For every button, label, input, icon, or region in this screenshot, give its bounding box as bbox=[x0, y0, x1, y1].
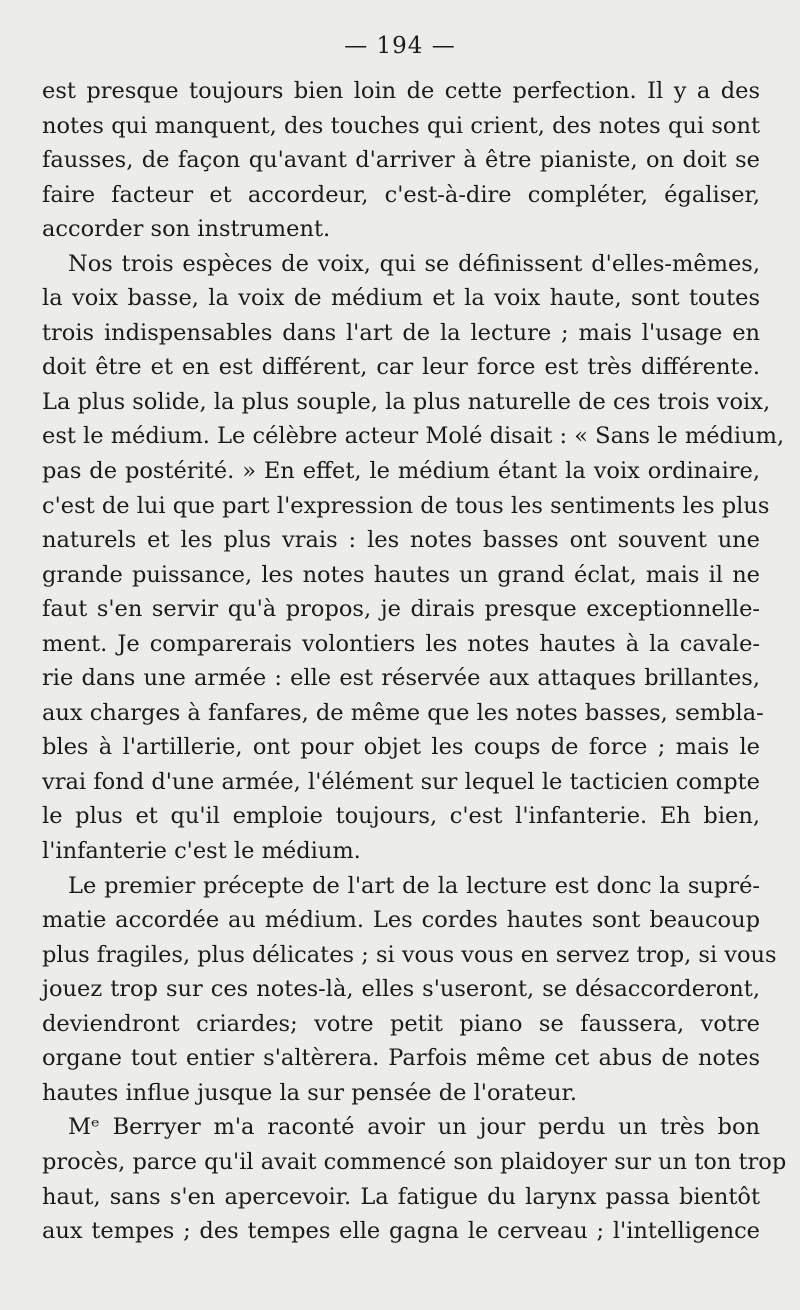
text-line: matie accordée au médium. Les cordes hautes sont beaucoup bbox=[42, 907, 760, 934]
text-line: accorder son instrument. bbox=[42, 216, 331, 243]
text-line: ment. Je comparerais volontiers les notes hautes à la cavale- bbox=[42, 630, 760, 657]
text-line: plus fragiles, plus délicates ; si vous vous en servez trop, si vous bbox=[42, 941, 777, 968]
text-line: est presque toujours bien loin de cette perfection. Il y a des bbox=[42, 78, 760, 104]
text-line: naturels et les plus vrais : les notes basses ont souvent une bbox=[42, 527, 760, 554]
text-line: faut s'en servir qu'à propos, je dirais presque exceptionnelle- bbox=[42, 596, 760, 623]
text-line: organe tout entier s'altèrera. Parfois même cet abus de notes bbox=[42, 1045, 760, 1072]
text-line: pas de postérité. » En effet, le médium étant la voix ordinaire, bbox=[42, 458, 760, 485]
text-line: procès, parce qu'il avait commencé son plaidoyer sur un ton trop bbox=[42, 1148, 787, 1175]
text-line: deviendront criardes; votre petit piano se faussera, votre bbox=[42, 1010, 760, 1037]
page-number: — 194 — bbox=[344, 33, 456, 59]
text-line: Nos trois espèces de voix, qui se définissent d'elles-mêmes, bbox=[68, 250, 760, 277]
text-line: doit être et en est différent, car leur force est très différente. bbox=[42, 354, 760, 381]
text-line: la voix basse, la voix de médium et la voix haute, sont toutes bbox=[42, 285, 760, 312]
text-line: le plus et qu'il emploie toujours, c'est l'infanterie. Eh bien, bbox=[42, 803, 760, 830]
text-line: trois indispensables dans l'art de la lecture ; mais l'usage en bbox=[42, 319, 760, 346]
paragraph bbox=[42, 247, 785, 869]
text-line: l'infanterie c'est le médium. bbox=[42, 838, 361, 865]
text-line: rie dans une armée : elle est réservée aux attaques brillantes, bbox=[42, 665, 760, 692]
text-line: hautes influe jusque la sur pensée de l'orateur. bbox=[42, 1079, 577, 1106]
text-line: Mᵉ Berryer m'a raconté avoir un jour perdu un très bon bbox=[68, 1114, 760, 1141]
text-line: bles à l'artillerie, ont pour objet les coups de force ; mais le bbox=[42, 734, 760, 761]
text-line: Le premier précepte de l'art de la lecture est donc la supré- bbox=[68, 872, 760, 899]
text-line: aux charges à fanfares, de même que les notes basses, sembla- bbox=[42, 699, 764, 726]
text-line: fausses, de façon qu'avant d'arriver à être pianiste, on doit se bbox=[42, 147, 760, 174]
text-line: c'est de lui que part l'expression de tous les sentiments les plus bbox=[42, 492, 770, 519]
text-line: notes qui manquent, des touches qui crient, des notes qui sont bbox=[42, 112, 760, 139]
text-line: aux tempes ; des tempes elle gagna le cerveau ; l'intelligence bbox=[42, 1218, 760, 1245]
text-line: grande puissance, les notes hautes un grand éclat, mais il ne bbox=[42, 561, 760, 588]
body-text bbox=[42, 74, 787, 1249]
text-line: jouez trop sur ces notes-là, elles s'useront, se désaccorderont, bbox=[42, 976, 760, 1003]
text-line: est le médium. Le célèbre acteur Molé disait : « Sans le médium, bbox=[42, 423, 785, 450]
text-line: La plus solide, la plus souple, la plus naturelle de ces trois voix, bbox=[42, 388, 771, 415]
paragraph bbox=[42, 869, 777, 1111]
paragraph bbox=[42, 1110, 787, 1248]
text-line: vrai fond d'une armée, l'élément sur lequel le tacticien compte bbox=[42, 768, 760, 795]
text-line: haut, sans s'en apercevoir. La fatigue du larynx passa bientôt bbox=[42, 1183, 760, 1210]
paragraph bbox=[42, 74, 760, 247]
text-line: faire facteur et accordeur, c'est-à-dire compléter, égaliser, bbox=[42, 181, 760, 208]
